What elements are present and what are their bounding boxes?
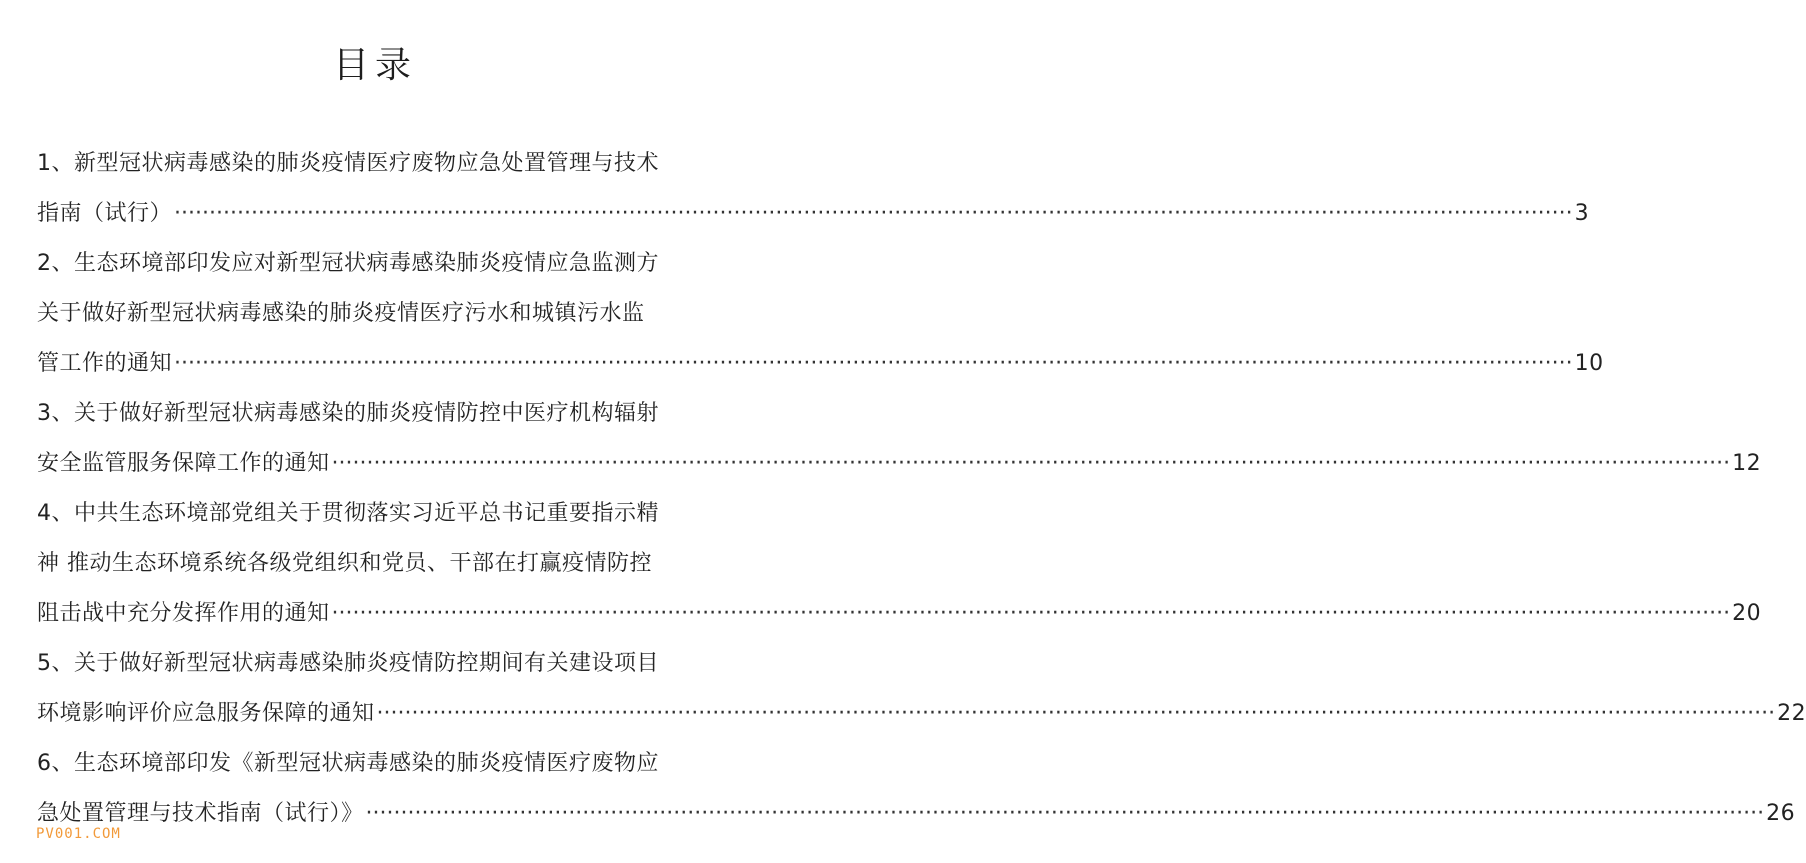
table-of-contents [37,139,1806,839]
toc-entry-text: 急处置管理与技术指南（试行）》 [37,801,364,826]
toc-entry-3[interactable] [37,389,1762,489]
toc-entry-last-line [37,689,1806,739]
page-number: 22 [1777,701,1806,726]
watermark: PV001.COM [36,826,121,842]
toc-entry-last-line [37,789,1796,839]
dot-leader: ········································································································································································································ [365,801,1765,826]
dot-leader: ········································································································································································································ [376,701,1776,726]
toc-entry-text: 指南（试行） [37,201,173,226]
page-number: 10 [1574,351,1604,376]
page-number: 20 [1732,601,1762,626]
toc-entry-text: 环境影响评价应急服务保障的通知 [37,701,375,726]
toc-entry-last-line [37,439,1762,489]
dot-leader: ········································································································································································································ [174,351,1573,376]
dot-leader: ········································································································································································································ [331,601,1731,626]
toc-entry-text: 安全监管服务保障工作的通知 [37,451,330,476]
toc-entry-last-line [37,339,1604,389]
toc-entry-6[interactable] [37,739,1796,839]
toc-entry-text: 神 推动生态环境系统各级党组织和党员、干部在打赢疫情防控 [37,551,652,576]
toc-entry-last-line [37,189,1590,239]
toc-entry-text: 1、新型冠状病毒感染的肺炎疫情医疗废物应急处置管理与技术 [37,151,659,176]
page-title: 目录 [332,45,417,86]
toc-entry-text: 阻击战中充分发挥作用的通知 [37,601,330,626]
toc-entry-text: 关于做好新型冠状病毒感染的肺炎疫情医疗污水和城镇污水监 [37,301,645,326]
toc-entry-2[interactable] [37,239,1604,389]
toc-entry-5[interactable] [37,639,1806,739]
page-number: 26 [1766,801,1796,826]
dot-leader: ········································································································································································································ [331,451,1731,476]
page-number: 12 [1732,451,1762,476]
toc-entry-1[interactable] [37,139,1590,239]
toc-entry-last-line [37,589,1762,639]
toc-entry-text: 6、生态环境部印发《新型冠状病毒感染的肺炎疫情医疗废物应 [37,751,659,776]
toc-entry-text: 5、关于做好新型冠状病毒感染肺炎疫情防控期间有关建设项目 [37,651,659,676]
toc-entry-text: 管工作的通知 [37,351,173,376]
dot-leader: ········································································································································································································ [174,201,1573,226]
toc-entry-text: 3、关于做好新型冠状病毒感染的肺炎疫情防控中医疗机构辐射 [37,401,659,426]
toc-entry-4[interactable] [37,489,1762,639]
toc-entry-text: 4、中共生态环境部党组关于贯彻落实习近平总书记重要指示精 [37,501,659,526]
page-number: 3 [1574,201,1590,226]
toc-entry-text: 2、生态环境部印发应对新型冠状病毒感染肺炎疫情应急监测方 [37,251,659,276]
